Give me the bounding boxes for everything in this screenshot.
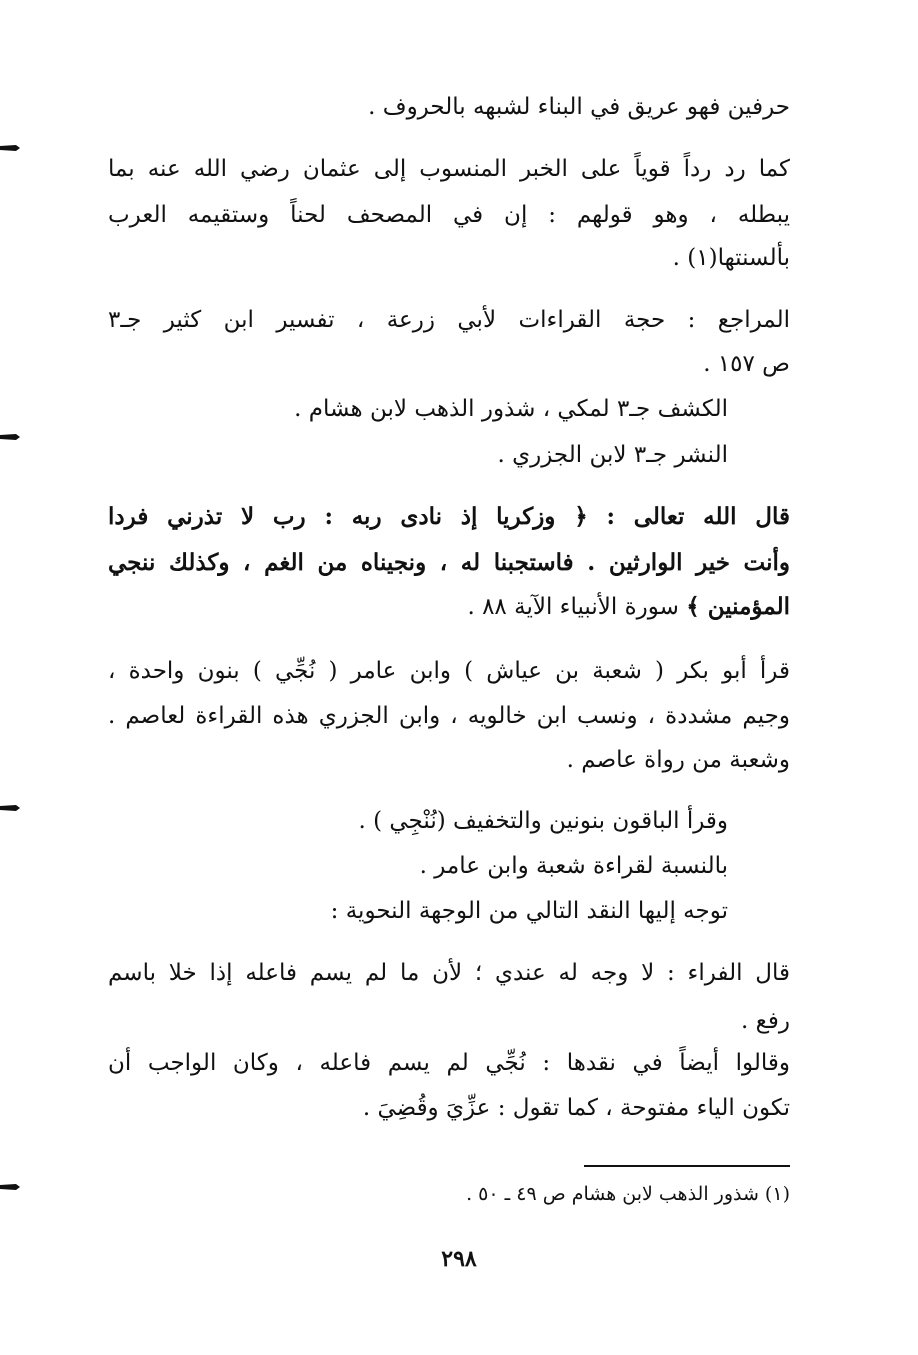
footnote-divider [584, 1165, 790, 1167]
references-line: الكشف جـ٣ لمكي ، شذور الذهب لابن هشام . [294, 396, 728, 422]
margin-mark [0, 1182, 20, 1192]
quran-verse-line: وأنت خير الوارثين . فاستجبنا له ، ونجيناه من الغم ، وكذلك ننجي [108, 549, 790, 576]
text-line: توجه إليها النقد التالي من الوجهة النحوية : [330, 898, 728, 924]
page-number: ٢٩٨ [441, 1246, 477, 1272]
text-line: وشعبة من رواة عاصم . [566, 747, 790, 773]
references-line: المراجع : حجة القراءات لأبي زرعة ، تفسير ابن كثير جـ٣ [108, 307, 790, 333]
margin-mark [0, 803, 20, 813]
text-line: وجيم مشددة ، ونسب ابن خالويه ، وابن الجزري هذه القراءة لعاصم . [108, 703, 790, 729]
text-line: وقرأ الباقون بنونين والتخفيف (نُنْجِي ) . [358, 808, 728, 834]
quran-verse-line: قال الله تعالى : ﴿ وزكريا إذ نادى ربه : رب لا تذرني فردا [108, 503, 790, 530]
text-line: بألسنتها(١) . [672, 245, 790, 271]
text-line: وقالوا أيضاً في نقدها : نُجِّي لم يسم فاعله ، وكان الواجب أن [108, 1050, 790, 1076]
verse-reference: سورة الأنبياء الآية ٨٨ . [467, 594, 679, 620]
text-line: يبطله ، وهو قولهم : إن في المصحف لحناً وستقيمه العرب [108, 202, 791, 228]
margin-mark [0, 143, 20, 153]
text-line: تكون الياء مفتوحة ، كما تقول : عزِّيَ وقُضِيَ . [362, 1095, 790, 1121]
verse-end-text: المؤمنين ﴾ [686, 593, 790, 620]
references-line: النشر جـ٣ لابن الجزري . [497, 442, 728, 468]
margin-mark [0, 432, 20, 442]
references-line: ص ١٥٧ . [703, 351, 790, 377]
text-line: حرفين فهو عريق في البناء لشبهه بالحروف . [368, 94, 790, 120]
footnote: (١) شذور الذهب لابن هشام ص ٤٩ ـ ٥٠ . [466, 1183, 790, 1205]
text-line: بالنسبة لقراءة شعبة وابن عامر . [419, 853, 728, 879]
text-line: قرأ أبو بكر ( شعبة بن عياش ) وابن عامر ( نُجِّي ) بنون واحدة ، [108, 658, 790, 684]
text-line: رفع . [741, 1008, 790, 1034]
quran-verse-line [467, 592, 790, 622]
text-line: كما رد رداً قوياً على الخبر المنسوب إلى عثمان رضي الله عنه بما [108, 156, 790, 182]
text-line: قال الفراء : لا وجه له عندي ؛ لأن ما لم يسم فاعله إذا خلا باسم [108, 960, 790, 986]
